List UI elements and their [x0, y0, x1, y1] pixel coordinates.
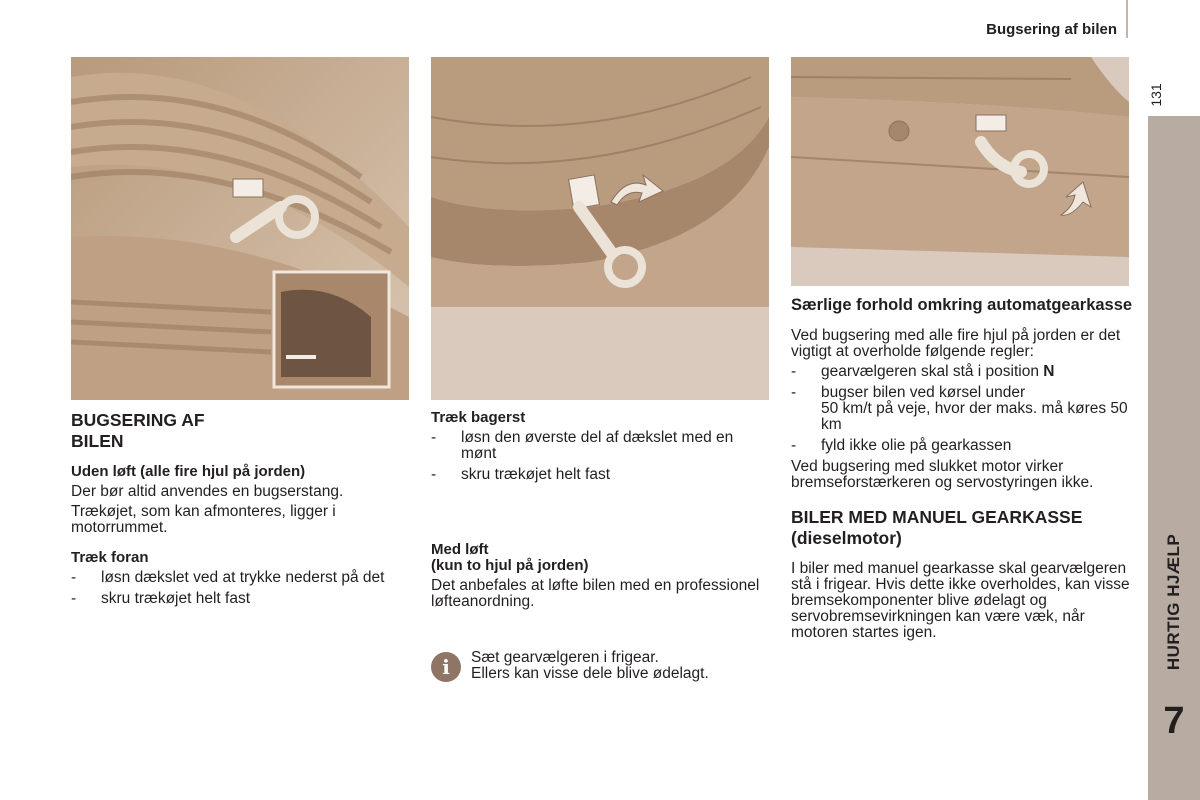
- list-item-text: skru trækøjet helt fast: [101, 590, 251, 607]
- paragraph-tow-eye: Trækøjet, som kan afmonteres, ligger i motorrummet.: [71, 503, 336, 536]
- chapter-tab-label: [1148, 516, 1200, 688]
- page-number: 131: [1148, 83, 1164, 107]
- front-towing-illustration: [71, 57, 409, 400]
- dash-bullet: -: [791, 363, 797, 380]
- list-item: [791, 385, 1136, 433]
- subheading-with-lift: Med løft (kun to hjul på jorden): [431, 541, 589, 574]
- paragraph-towbar: Der bør altid anvendes en bugserstang.: [71, 483, 344, 500]
- list-item: [431, 430, 771, 462]
- list-item: [791, 438, 1136, 454]
- gear-position-n: N: [1043, 363, 1055, 380]
- list-item-text: løsn dækslet ved at trykke nederst på det: [101, 569, 385, 586]
- dash-bullet: -: [791, 437, 797, 454]
- dash-bullet: -: [791, 384, 797, 401]
- subheading-automatic: Særlige forhold omkring automatgearkasse: [791, 296, 1133, 314]
- list-item: [71, 570, 411, 586]
- list-item-text: skru trækøjet helt fast: [461, 466, 611, 483]
- automatic-rules-list: [791, 364, 1136, 454]
- info-text: Sæt gearvælgeren i frigear. Ellers kan visse dele blive ødelagt.: [471, 649, 709, 682]
- column-left: [71, 410, 411, 612]
- chapter-number: 7: [1163, 700, 1185, 742]
- subheading-without-lift: Uden løft (alle fire hjul på jorden): [71, 463, 306, 480]
- list-item: [71, 591, 411, 607]
- chapter-title: HURTIG HJÆLP: [1164, 533, 1183, 671]
- dash-bullet: -: [431, 429, 437, 446]
- list-item-text: løsn den øverste del af dækslet med en mønt: [461, 429, 734, 462]
- list-item-text: fyld ikke olie på gearkassen: [821, 437, 1012, 454]
- paragraph-lift: Det anbefales at løfte bilen med en professionel løfteanordning.: [431, 577, 760, 610]
- info-icon: i: [431, 652, 461, 682]
- dash-bullet: -: [71, 590, 77, 607]
- list-item: [791, 364, 1136, 380]
- subheading-front: Træk foran: [71, 549, 149, 566]
- subheading-rear: Træk bagerst: [431, 409, 526, 426]
- paragraph-engine-off: Ved bugsering med slukket motor virker bremseforstærkeren og servostyringen ikke.: [791, 458, 1094, 491]
- section-heading-manual: BILER MED MANUEL GEARKASSE (dieselmotor): [791, 507, 1083, 548]
- dash-bullet: -: [71, 569, 77, 586]
- dash-bullet: -: [431, 466, 437, 483]
- section-heading: BUGSERING AF BILEN: [71, 410, 205, 451]
- column-middle-lift: [431, 542, 771, 614]
- front-steps-list: [71, 570, 411, 607]
- info-note: [431, 650, 771, 682]
- running-header: Bugsering af bilen: [986, 21, 1117, 38]
- list-item: [431, 467, 771, 483]
- column-middle: [431, 410, 771, 488]
- automatic-towing-illustration: [791, 57, 1129, 286]
- list-item-text: gearvælgeren skal stå i position: [821, 363, 1044, 380]
- chapter-tab: [1148, 116, 1200, 800]
- paragraph-automatic-rules: Ved bugsering med alle fire hjul på jorden er det vigtigt at overholde følgende regler:: [791, 327, 1121, 360]
- column-right: [791, 296, 1136, 645]
- header-divider: [1126, 0, 1128, 38]
- rear-towing-illustration: [431, 57, 769, 400]
- list-item-text: bugser bilen ved kørsel under 50 km/t på veje, hvor der maks. må køres 50 km: [821, 384, 1128, 433]
- paragraph-manual: I biler med manuel gearkasse skal gearvælgeren stå i frigear. Hvis dette ikke overholdes, kan visse bremsekomponenter blive ødelagt og servobremsevirkningen kan være væk, når motoren startes igen.: [791, 560, 1130, 641]
- rear-steps-list: [431, 430, 771, 483]
